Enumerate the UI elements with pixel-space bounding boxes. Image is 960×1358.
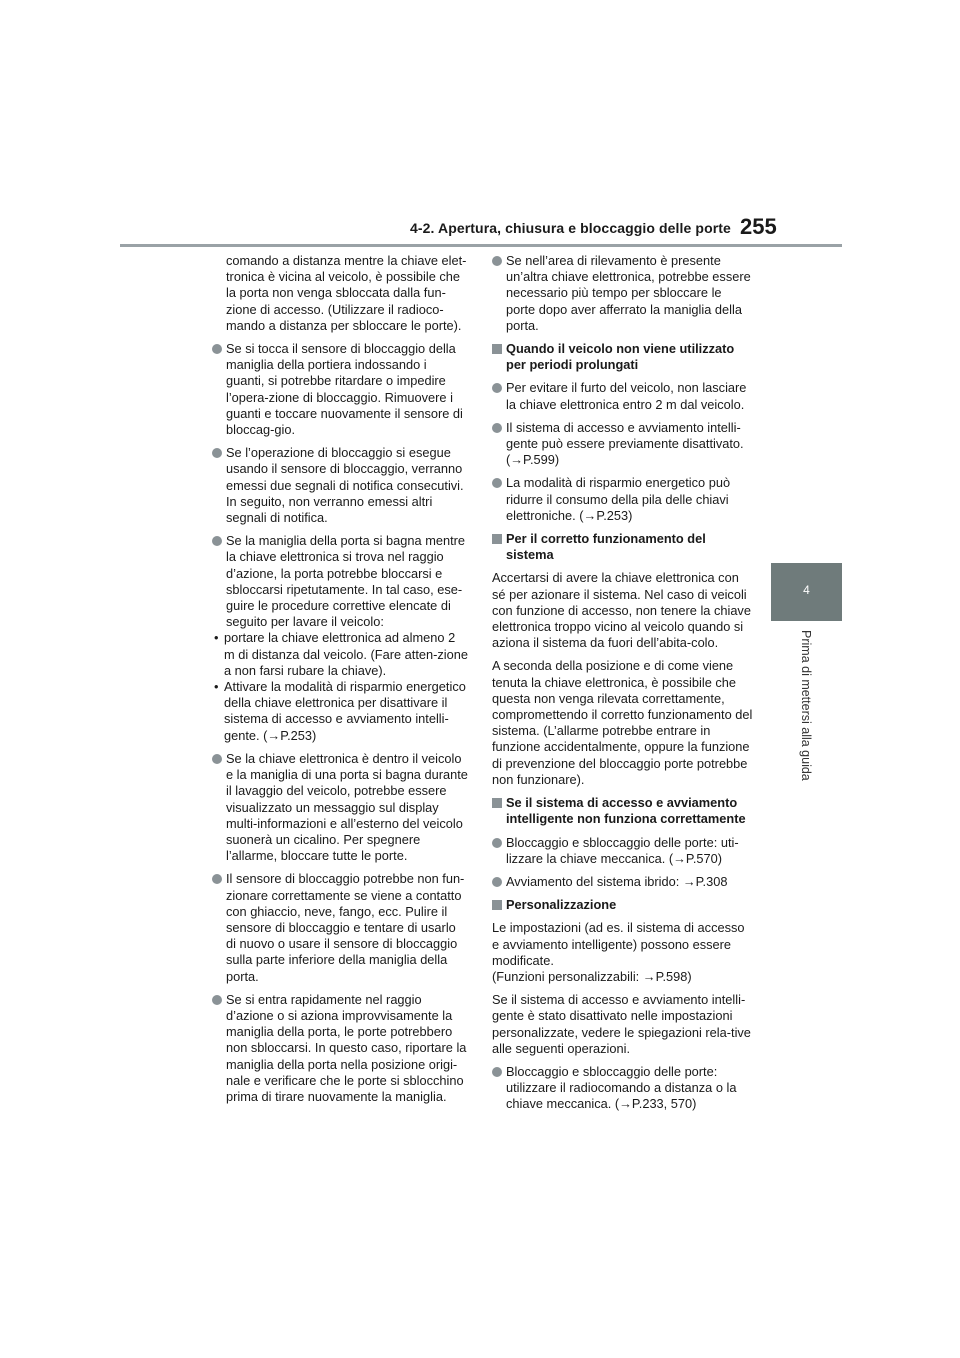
chapter-label-wrap <box>797 630 817 800</box>
square-bullet-icon <box>492 534 502 544</box>
list-item <box>492 1064 754 1113</box>
list-item-text: Se si tocca il sensore di bloccaggio della maniglia della portiera indossando i guanti, si potrebbe ritardare o impedire l’opera-zione di bloccaggio. Rimuovere i guanti e toccare nuovamente il sensore di bloccag-gio. <box>226 341 463 438</box>
bullet-icon <box>492 1067 502 1077</box>
small-bullet-icon: • <box>214 679 219 695</box>
list-item <box>492 380 754 412</box>
square-bullet-icon <box>492 344 502 354</box>
list-item-text: Bloccaggio e sbloccaggio delle porte: uti-lizzare la chiave meccanica. (→P.570) <box>506 834 739 866</box>
bullet-icon <box>212 995 222 1005</box>
subheading <box>492 795 754 827</box>
subheading-text: Personalizzazione <box>506 897 617 913</box>
list-item-text: Avviamento del sistema ibrido: →P.308 <box>506 873 728 889</box>
bullet-icon <box>212 754 222 764</box>
bullet-icon <box>492 838 502 848</box>
section-title: 4-2. Apertura, chiusura e bloccaggio delle porte <box>410 220 731 236</box>
bullet-icon <box>492 478 502 488</box>
list-item-text: Il sistema di accesso e avviamento intelli-gente può essere previamente disattivato. (→P.599) <box>506 419 744 468</box>
subheading-text: Se il sistema di accesso e avviamento intelligente non funziona correttamente <box>506 795 746 827</box>
body-paragraph: Se il sistema di accesso e avviamento intelli-gente è stato disattivato nelle impostazioni personalizzate, vedere le spiegazioni rela-tive alle seguenti operazioni. <box>492 992 751 1056</box>
right-column <box>492 253 754 1120</box>
bullet-icon <box>492 877 502 887</box>
list-item <box>492 420 754 469</box>
list-item <box>212 751 468 864</box>
list-item <box>212 871 468 984</box>
list-item-text: Bloccaggio e sbloccaggio delle porte: utilizzare il radiocomando a distanza o la chiave meccanica. (→P.233, 570) <box>506 1063 737 1112</box>
square-bullet-icon <box>492 900 502 910</box>
list-item-text: La modalità di risparmio energetico può ridurre il consumo della pila delle chiavi elettroniche. (→P.253) <box>506 475 731 523</box>
body-paragraph: Le impostazioni (ad es. il sistema di accesso e avviamento intelligente) possono essere modificate. <box>492 920 745 968</box>
sub-item <box>212 630 468 679</box>
small-bullet-icon: • <box>214 630 219 646</box>
list-item <box>492 475 754 524</box>
subheading-text: Quando il veicolo non viene utilizzato per periodi prolungati <box>506 341 735 373</box>
list-item <box>212 533 468 744</box>
sub-item-text: Attivare la modalità di risparmio energetico della chiave elettronica per disattivare il sistema di accesso e avviamento intelli-gente. (→P.253) <box>224 679 466 743</box>
bullet-icon <box>492 423 502 433</box>
list-item-text: Se nell’area di rilevamento è presente un’altra chiave elettronica, potrebbe essere necessario più tempo per sbloccare le porte dopo aver afferrato la maniglia della porta. <box>506 253 751 333</box>
page-number: 255 <box>740 214 777 239</box>
sub-item-text: portare la chiave elettronica ad almeno 2 m di distanza dal veicolo. (Fare atten-zione a non farsi rubare la chiave). <box>224 630 468 678</box>
square-bullet-icon <box>492 798 502 808</box>
bullet-icon <box>492 256 502 266</box>
bullet-icon <box>212 448 222 458</box>
left-column <box>212 253 468 1112</box>
chapter-label: Prima di mettersi alla guida <box>799 630 813 781</box>
chapter-number: 4 <box>803 583 810 597</box>
bullet-icon <box>492 383 502 393</box>
list-item <box>212 992 468 1105</box>
list-item <box>492 874 754 890</box>
subheading <box>492 531 754 563</box>
bullet-icon <box>212 344 222 354</box>
body-paragraph: (Funzioni personalizzabili: →P.598) <box>492 968 692 984</box>
list-item-text: Il sensore di bloccaggio potrebbe non fun-zionare correttamente se viene a contatto con ghiaccio, neve, fango, ecc. Pulire il sensore di bloccaggio e tentare di usarlo di nuovo o usare il sensore di bloccaggio sulla parte inferiore della maniglia della porta. <box>226 871 465 984</box>
list-item <box>492 835 754 867</box>
header-divider <box>120 244 842 247</box>
bullet-icon <box>212 874 222 884</box>
list-item <box>212 445 468 526</box>
list-item-text: Per evitare il furto del veicolo, non lasciare la chiave elettronica entro 2 m dal veicolo. <box>506 380 747 412</box>
sub-item <box>212 679 468 744</box>
subheading <box>492 341 754 373</box>
subheading-text: Per il corretto funzionamento del sistema <box>506 531 706 563</box>
bullet-icon <box>212 536 222 546</box>
subheading <box>492 897 754 913</box>
list-item <box>212 341 468 438</box>
list-item-text: Se la maniglia della porta si bagna mentre la chiave elettronica si trova nel raggio d’azione, la porta potrebbe bloccarsi e sbloccarsi ripetutamente. In tal caso, ese-guire le procedure correttive elencate di seguito per lavare il veicolo: <box>226 533 466 630</box>
chapter-tab <box>771 563 842 621</box>
continuation-paragraph: comando a distanza mentre la chiave elet-tronica è vicina al veicolo, è possibile che la porta non venga sbloccata dalla fun-zione di accesso. (Utilizzare il radioco-mando a distanza per sbloccare le porte). <box>226 253 467 333</box>
body-paragraph: A seconda della posizione e di come viene tenuta la chiave elettronica, è possibile che questa non venga rilevata correttamente, compromettendo il corretto funzionamento del sistema. (L’allarme potrebbe entrare in funzione accidentalmente, oppure la funzione di prevenzione del bloccaggio porte potrebbe non funzionare). <box>492 658 753 787</box>
list-item-text: Se l’operazione di bloccaggio si esegue usando il sensore di bloccaggio, verranno emessi due segnali di notifica consecutivi. In seguito, non verranno emessi altri segnali di notifica. <box>226 445 464 526</box>
list-item <box>492 253 754 334</box>
body-paragraph: Accertarsi di avere la chiave elettronica con sé per azionare il sistema. Nel caso di veicoli con funzione di accesso, non tenere la chiave elettronica troppo vicino al veicolo quando si aziona il sistema da fuori dell’abita-colo. <box>492 570 751 651</box>
list-item-text: Se la chiave elettronica è dentro il veicolo e la maniglia di una porta si bagna durante il lavaggio del veicolo, potrebbe essere visualizzato un messaggio sul display multi-informazioni e all’esterno del veicolo suonerà un cicalino. Per spegnere l’allarme, bloccare tutte le porte. <box>226 750 468 864</box>
list-item-text: Se si entra rapidamente nel raggio d’azione o si aziona improvvisamente la maniglia della porta, le porte potrebbero non sbloccarsi. In questo caso, riportare la maniglia della porta nella posizione origi-nale e verificare che le porte si sblocchino prima di tirare nuovamente la maniglia. <box>226 991 467 1104</box>
